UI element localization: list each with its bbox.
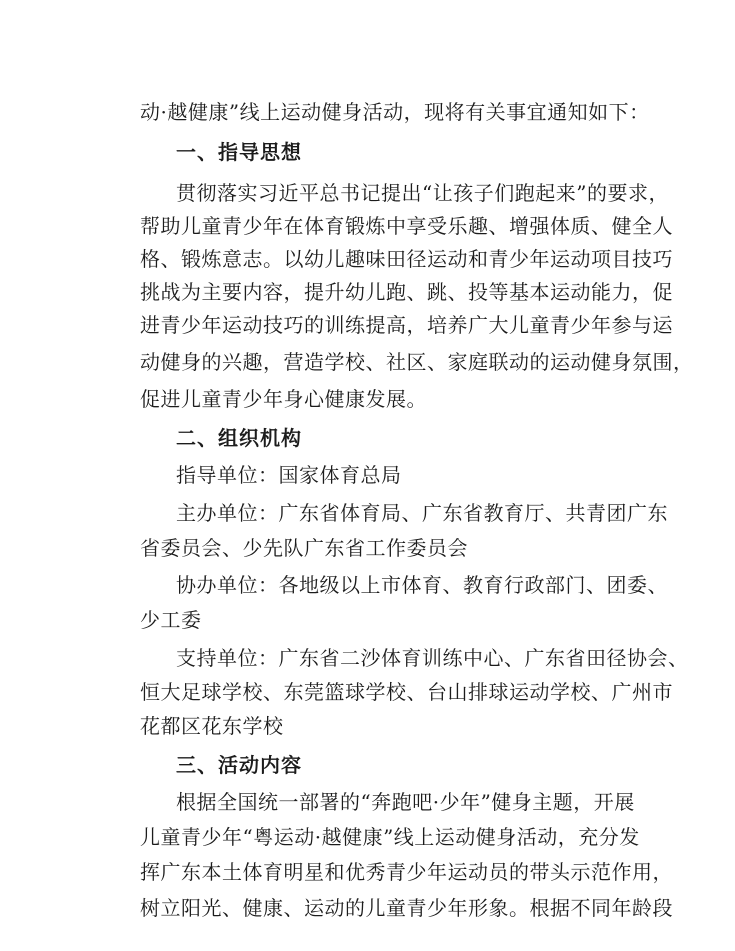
section-heading: 二、组织机构 xyxy=(176,426,302,450)
body-line: 儿童青少年“粤运动·越健康”线上运动健身活动，充分发 xyxy=(140,825,640,849)
body-line: 主办单位：广东省体育局、广东省教育厅、共青团广东 xyxy=(176,501,668,525)
body-line: 花都区花东学校 xyxy=(140,714,284,738)
section-heading: 一、指导思想 xyxy=(176,140,302,164)
section-heading: 三、活动内容 xyxy=(176,753,302,777)
body-line: 挑战为主要内容，提升幼儿跑、跳、投等基本运动能力，促 xyxy=(140,280,673,304)
body-line: 根据全国统一部署的“奔跑吧·少年”健身主题，开展 xyxy=(176,790,635,814)
body-line: 协办单位：各地级以上市体育、教育行政部门、团委、 xyxy=(176,573,668,597)
body-line: 贯彻落实习近平总书记提出“让孩子们跑起来”的要求， xyxy=(176,181,669,205)
body-line: 帮助儿童青少年在体育锻炼中享受乐趣、增强体质、健全人 xyxy=(140,214,673,238)
body-line: 格、锻炼意志。以幼儿趣味田径运动和青少年运动项目技巧 xyxy=(140,247,673,271)
body-line: 恒大足球学校、东莞篮球学校、台山排球运动学校、广州市 xyxy=(140,680,673,704)
body-line: 动·越健康”线上运动健身活动，现将有关事宜通知如下： xyxy=(140,100,650,124)
body-line: 促进儿童青少年身心健康发展。 xyxy=(140,387,427,411)
body-line: 挥广东本土体育明星和优秀青少年运动员的带头示范作用， xyxy=(140,860,673,884)
body-line: 动健身的兴趣，营造学校、社区、家庭联动的运动健身氛围， xyxy=(140,350,694,374)
body-line: 少工委 xyxy=(140,608,202,632)
body-line: 指导单位：国家体育总局 xyxy=(176,463,402,487)
body-line: 进青少年运动技巧的训练提高，培养广大儿童青少年参与运 xyxy=(140,313,673,337)
body-line: 支持单位：广东省二沙体育训练中心、广东省田径协会、 xyxy=(176,646,689,670)
body-line: 树立阳光、健康、运动的儿童青少年形象。根据不同年龄段 xyxy=(140,896,673,920)
body-line: 省委员会、少先队广东省工作委员会 xyxy=(140,536,468,560)
